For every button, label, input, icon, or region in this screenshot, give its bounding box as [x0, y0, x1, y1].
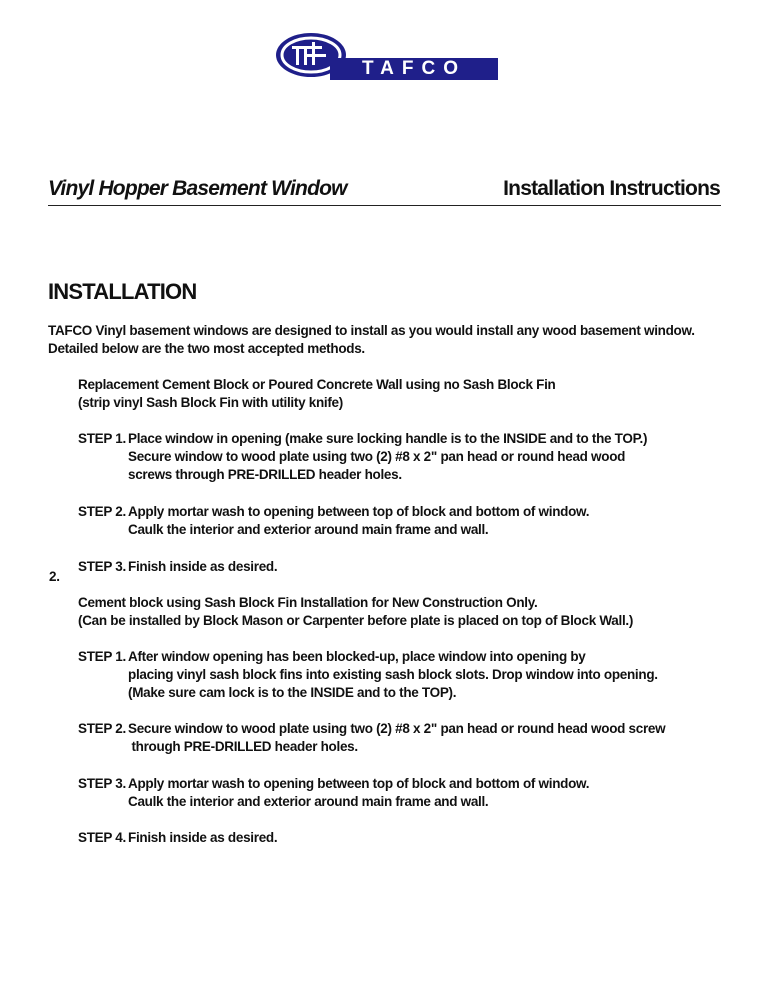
method-1-step-2 — [0, 503, 768, 543]
step-line: Secure window to wood plate using two (2) #8 x 2" pan head or round head wood screw — [128, 721, 666, 736]
method-2-title — [78, 594, 633, 630]
step-text — [128, 720, 665, 756]
step-label: STEP 4. — [78, 830, 126, 845]
intro-line: Detailed below are the two most accepted methods. — [48, 341, 365, 356]
step-label: STEP 1. — [78, 431, 126, 446]
step-line: Apply mortar wash to opening between top of block and bottom of window. — [128, 776, 590, 791]
step-line: Finish inside as desired. — [128, 830, 278, 845]
step-line: After window opening has been blocked-up, place window into opening by — [128, 649, 586, 664]
header-divider — [48, 205, 721, 206]
step-label: STEP 2. — [78, 504, 126, 519]
step-text — [128, 648, 658, 702]
method-2-step-3 — [0, 775, 768, 815]
step-text — [128, 430, 647, 484]
step-label: STEP 3. — [78, 559, 126, 574]
brand-wordmark: TAFCO — [330, 58, 498, 80]
method-2-step-2 — [0, 720, 768, 760]
step-line: Place window in opening (make sure locking handle is to the INSIDE and to the TOP.) — [128, 431, 648, 446]
method-2-step-1 — [0, 648, 768, 708]
step-label: STEP 2. — [78, 721, 126, 736]
step-line: Finish inside as desired. — [128, 559, 278, 574]
step-label: STEP 3. — [78, 776, 126, 791]
method-title-line: (strip vinyl Sash Block Fin with utility knife) — [78, 395, 343, 410]
product-title: Vinyl Hopper Basement Window — [48, 177, 347, 200]
step-line: Apply mortar wash to opening between top of block and bottom of window. — [128, 504, 590, 519]
method-title-line: Cement block using Sash Block Fin Installation for New Construction Only. — [78, 595, 538, 610]
method-1-step-1 — [0, 430, 768, 490]
step-line: placing vinyl sash block fins into existing sash block slots. Drop window into opening. — [128, 667, 658, 682]
step-label: STEP 1. — [78, 649, 126, 664]
intro-paragraph — [48, 322, 695, 358]
step-text — [128, 775, 589, 811]
step-line: (Make sure cam lock is to the INSIDE and to the TOP). — [128, 685, 457, 700]
method-1-title — [78, 376, 556, 412]
step-text — [128, 503, 589, 539]
method-2-step-4 — [0, 829, 768, 849]
method-title-line: Replacement Cement Block or Poured Concrete Wall using no Sash Block Fin — [78, 377, 556, 392]
step-text — [128, 829, 277, 847]
intro-line: TAFCO Vinyl basement windows are designed to install as you would install any wood basement window. — [48, 323, 695, 338]
section-title: INSTALLATION — [48, 279, 197, 304]
step-line: Secure window to wood plate using two (2) #8 x 2" pan head or round head wood — [128, 449, 626, 464]
method-1-step-3 — [0, 558, 768, 578]
step-text — [128, 558, 277, 576]
step-line: screws through PRE-DRILLED header holes. — [128, 467, 402, 482]
step-line: Caulk the interior and exterior around main frame and wall. — [128, 794, 489, 809]
step-line: Caulk the interior and exterior around main frame and wall. — [128, 522, 489, 537]
method-2-number: 2. — [49, 569, 60, 584]
method-title-line: (Can be installed by Block Mason or Carpenter before plate is placed on top of Block Wall.) — [78, 613, 634, 628]
step-line: through PRE-DRILLED header holes. — [128, 739, 358, 754]
document-title: Installation Instructions — [503, 177, 720, 200]
